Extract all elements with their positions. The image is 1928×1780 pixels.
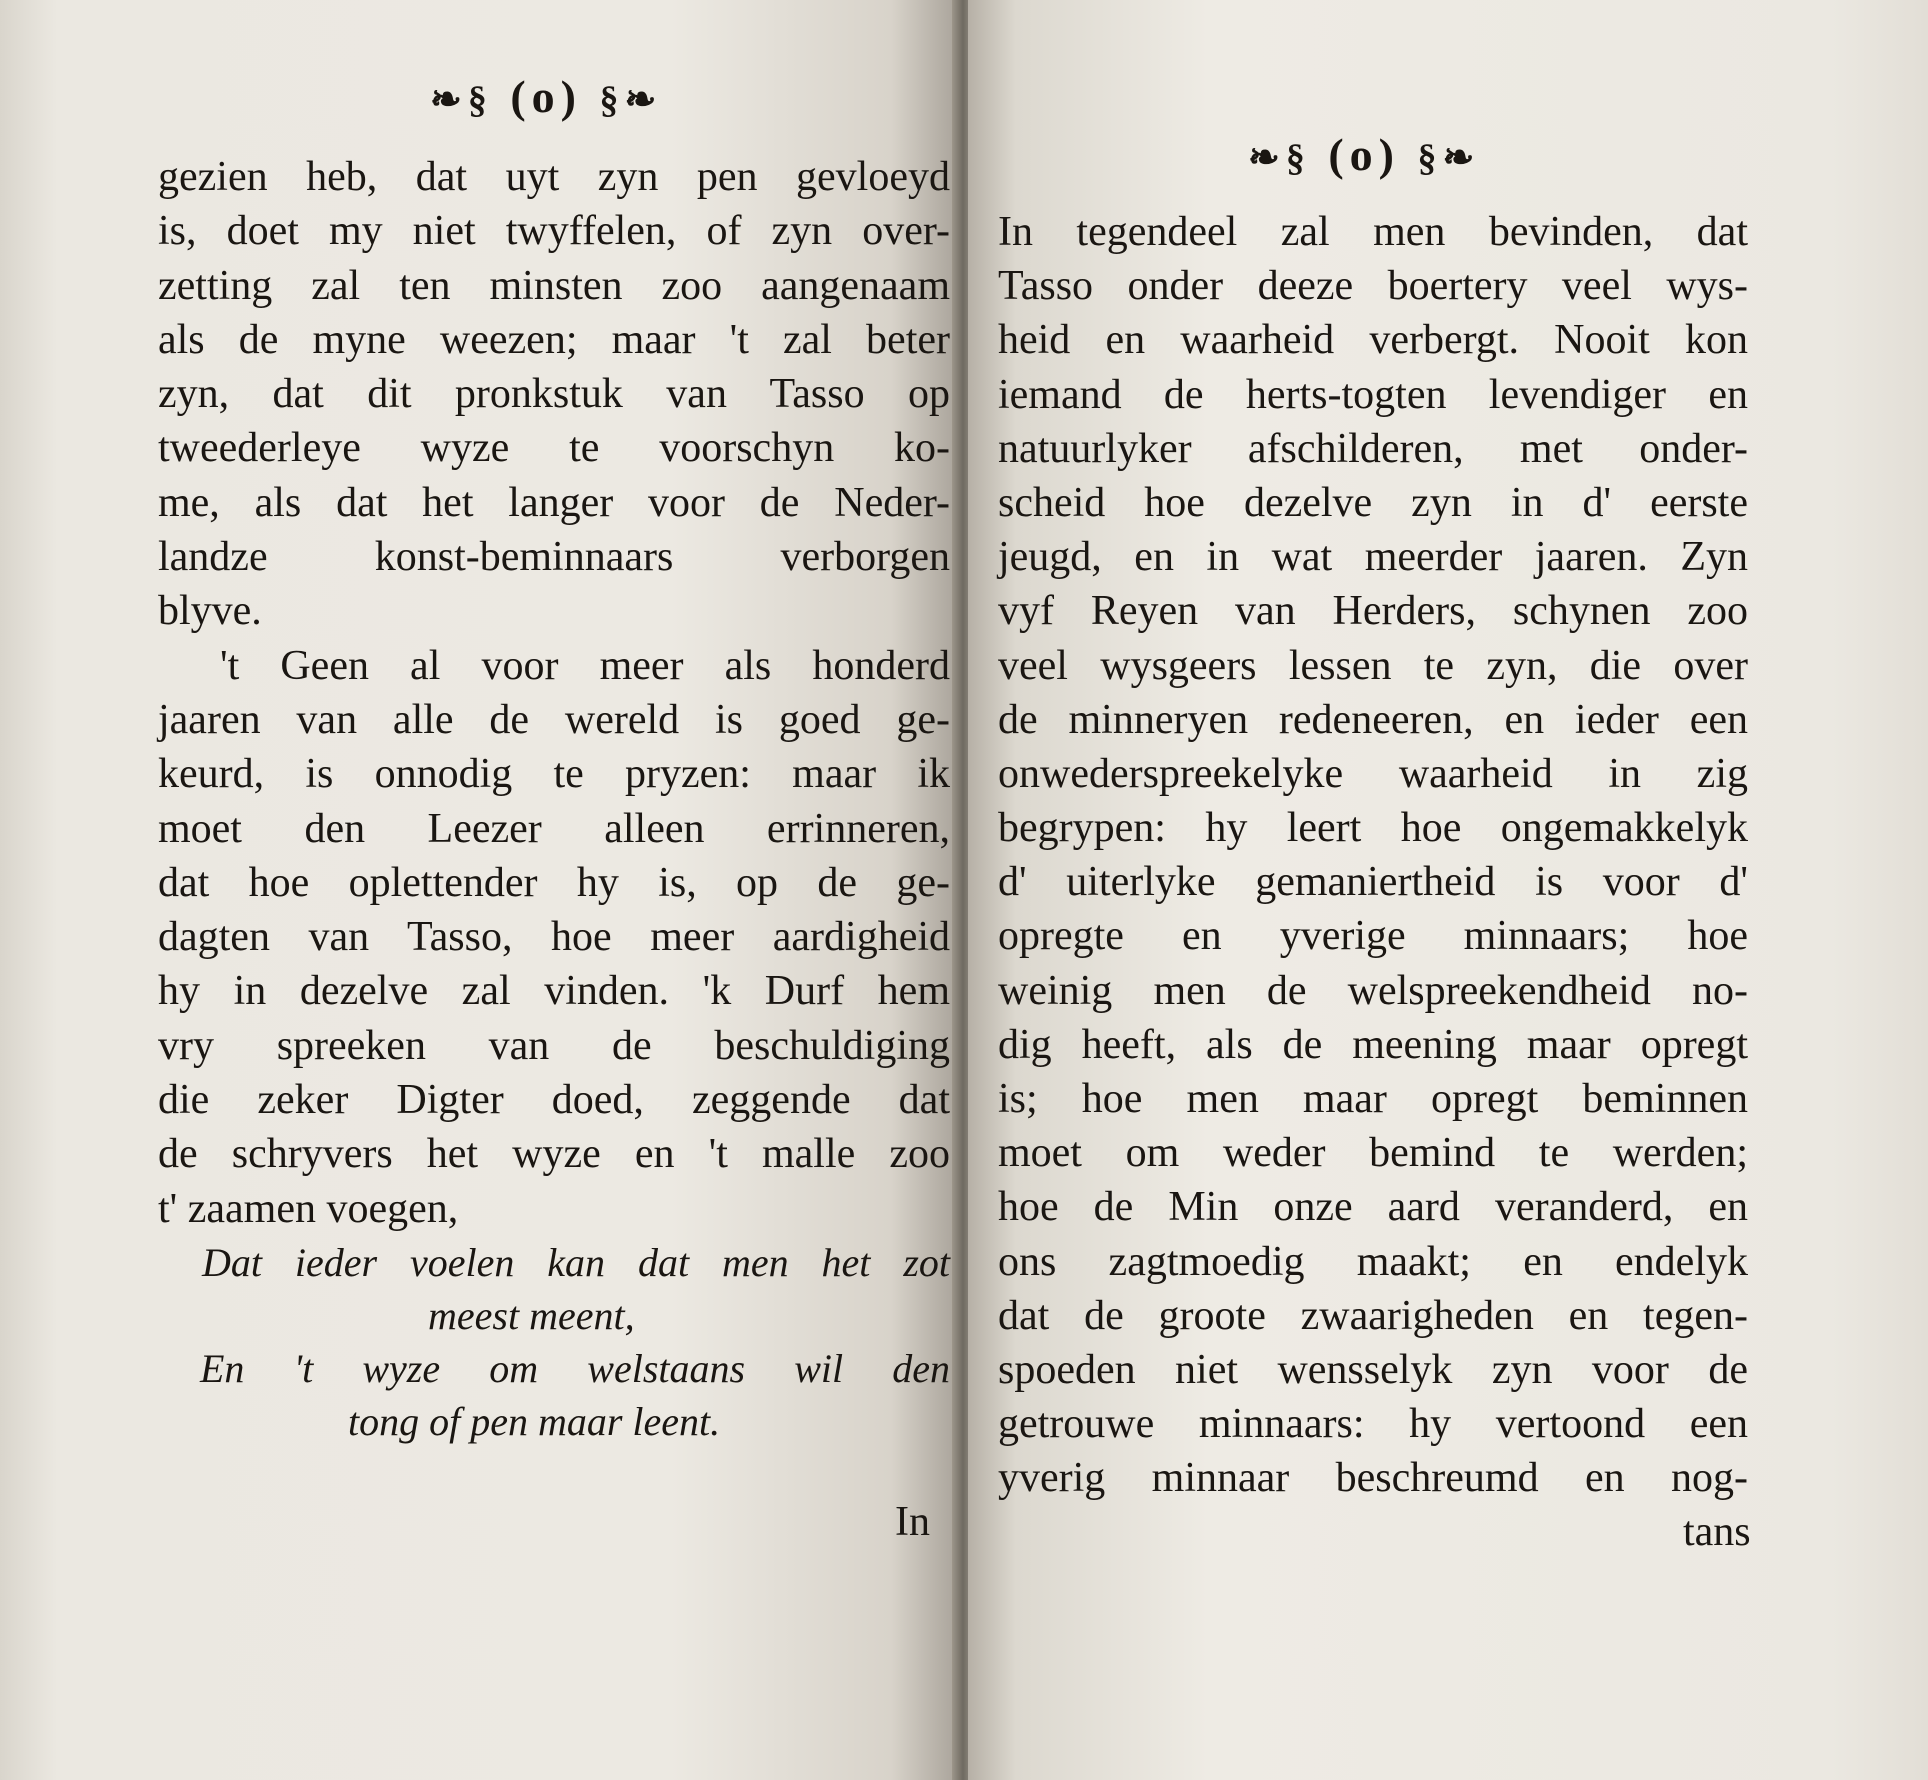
- text-line: landze konst-beminnaars verborgen: [158, 534, 950, 581]
- text-line: yverig minnaar beschreumd en nog-: [998, 1455, 1748, 1502]
- right-page-header: [1248, 128, 1480, 181]
- text-line: is; hoe men maar opregt beminnen: [998, 1076, 1748, 1122]
- text-line: t' zaamen voegen,: [158, 1185, 459, 1232]
- left-page-text: [158, 150, 950, 1448]
- right-page-text: [998, 205, 1748, 1506]
- text-line: is, doet my niet twyffelen, of zyn over-: [158, 208, 950, 255]
- text-line: de minneryen redeneeren, en ieder een: [998, 696, 1748, 743]
- text-line: 't Geen al voor meer als honderd: [220, 642, 950, 689]
- text-line: gezien heb, dat uyt zyn pen gevloeyd: [158, 154, 950, 200]
- text-line: dat hoe oplettender hy is, op de ge-: [158, 859, 950, 906]
- text-line: tweederleye wyze te voorschyn ko-: [158, 425, 950, 472]
- text-line: begrypen: hy leert hoe ongemakkelyk: [998, 805, 1748, 852]
- left-header-ornament-open: ❧§: [430, 79, 493, 121]
- left-page-header: [430, 70, 662, 123]
- right-page-number: (o): [1328, 129, 1400, 180]
- text-line: hoe de Min onze aard veranderd, en: [998, 1184, 1748, 1231]
- left-catchword: In: [895, 1499, 930, 1545]
- text-line: dig heeft, als de meening maar opregt: [998, 1021, 1748, 1068]
- right-header-ornament-close: §❧: [1417, 137, 1481, 179]
- text-line: hy in dezelve zal vinden. 'k Durf hem: [158, 968, 950, 1015]
- text-line: d' uiterlyke gemaniertheid is voor d': [998, 859, 1748, 906]
- text-line: vry spreeken van de beschuldiging: [158, 1022, 950, 1069]
- left-page: [0, 0, 958, 1780]
- right-catchword: tans: [1683, 1509, 1751, 1555]
- text-line: jeugd, en in wat meerder jaaren. Zyn: [998, 534, 1748, 581]
- text-line: In tegendeel zal men bevinden, dat: [998, 209, 1748, 255]
- text-line: onwederspreekelyke waarheid in zig: [998, 750, 1748, 797]
- text-line: iemand de herts-togten levendiger en: [998, 371, 1748, 418]
- text-line: ons zagtmoedig maakt; en endelyk: [998, 1238, 1748, 1285]
- text-line: jaaren van alle de wereld is goed ge-: [158, 696, 950, 743]
- verse-line: tong of pen maar leent.: [348, 1398, 721, 1444]
- text-line: dat de groote zwaarigheden en tegen-: [998, 1292, 1748, 1339]
- text-line: moet den Leezer alleen errinneren,: [158, 805, 950, 852]
- text-line: Tasso onder deeze boertery veel wys-: [998, 263, 1748, 310]
- text-line: me, als dat het langer voor de Neder-: [158, 479, 950, 526]
- text-line: opregte en yverige minnaars; hoe: [998, 913, 1748, 960]
- right-page: [968, 0, 1928, 1780]
- text-line: spoeden niet wensselyk zyn voor de: [998, 1346, 1748, 1393]
- right-header-ornament-open: ❧§: [1248, 137, 1311, 179]
- text-line: keurd, is onnodig te pryzen: maar ik: [158, 751, 950, 798]
- verse-line: En 't wyze om welstaans wil den: [200, 1345, 950, 1391]
- verse-line: meest meent,: [428, 1292, 635, 1338]
- text-line: weinig men de welspreekendheid no-: [998, 967, 1748, 1014]
- text-line: heid en waarheid verbergt. Nooit kon: [998, 317, 1748, 364]
- left-header-ornament-close: §❧: [599, 79, 663, 121]
- text-line: moet om weder bemind te werden;: [998, 1130, 1748, 1177]
- left-page-number: (o): [510, 71, 582, 122]
- text-line: natuurlyker afschilderen, met onder-: [998, 425, 1748, 472]
- text-line: scheid hoe dezelve zyn in d' eerste: [998, 479, 1748, 526]
- text-line: zetting zal ten minsten zoo aangenaam: [158, 262, 950, 309]
- text-line: als de myne weezen; maar 't zal beter: [158, 316, 950, 363]
- text-line: getrouwe minnaars: hy vertoond een: [998, 1401, 1748, 1448]
- text-line: de schryvers het wyze en 't malle zoo: [158, 1131, 950, 1178]
- text-line: dagten van Tasso, hoe meer aardigheid: [158, 914, 950, 961]
- text-line: vyf Reyen van Herders, schynen zoo: [998, 588, 1748, 635]
- text-line: die zeker Digter doed, zeggende dat: [158, 1077, 950, 1124]
- text-line: zyn, dat dit pronkstuk van Tasso op: [158, 371, 950, 418]
- verse-line: Dat ieder voelen kan dat men het zot: [202, 1239, 950, 1285]
- text-line: veel wysgeers lessen te zyn, die over: [998, 642, 1748, 689]
- text-line: blyve.: [158, 588, 262, 635]
